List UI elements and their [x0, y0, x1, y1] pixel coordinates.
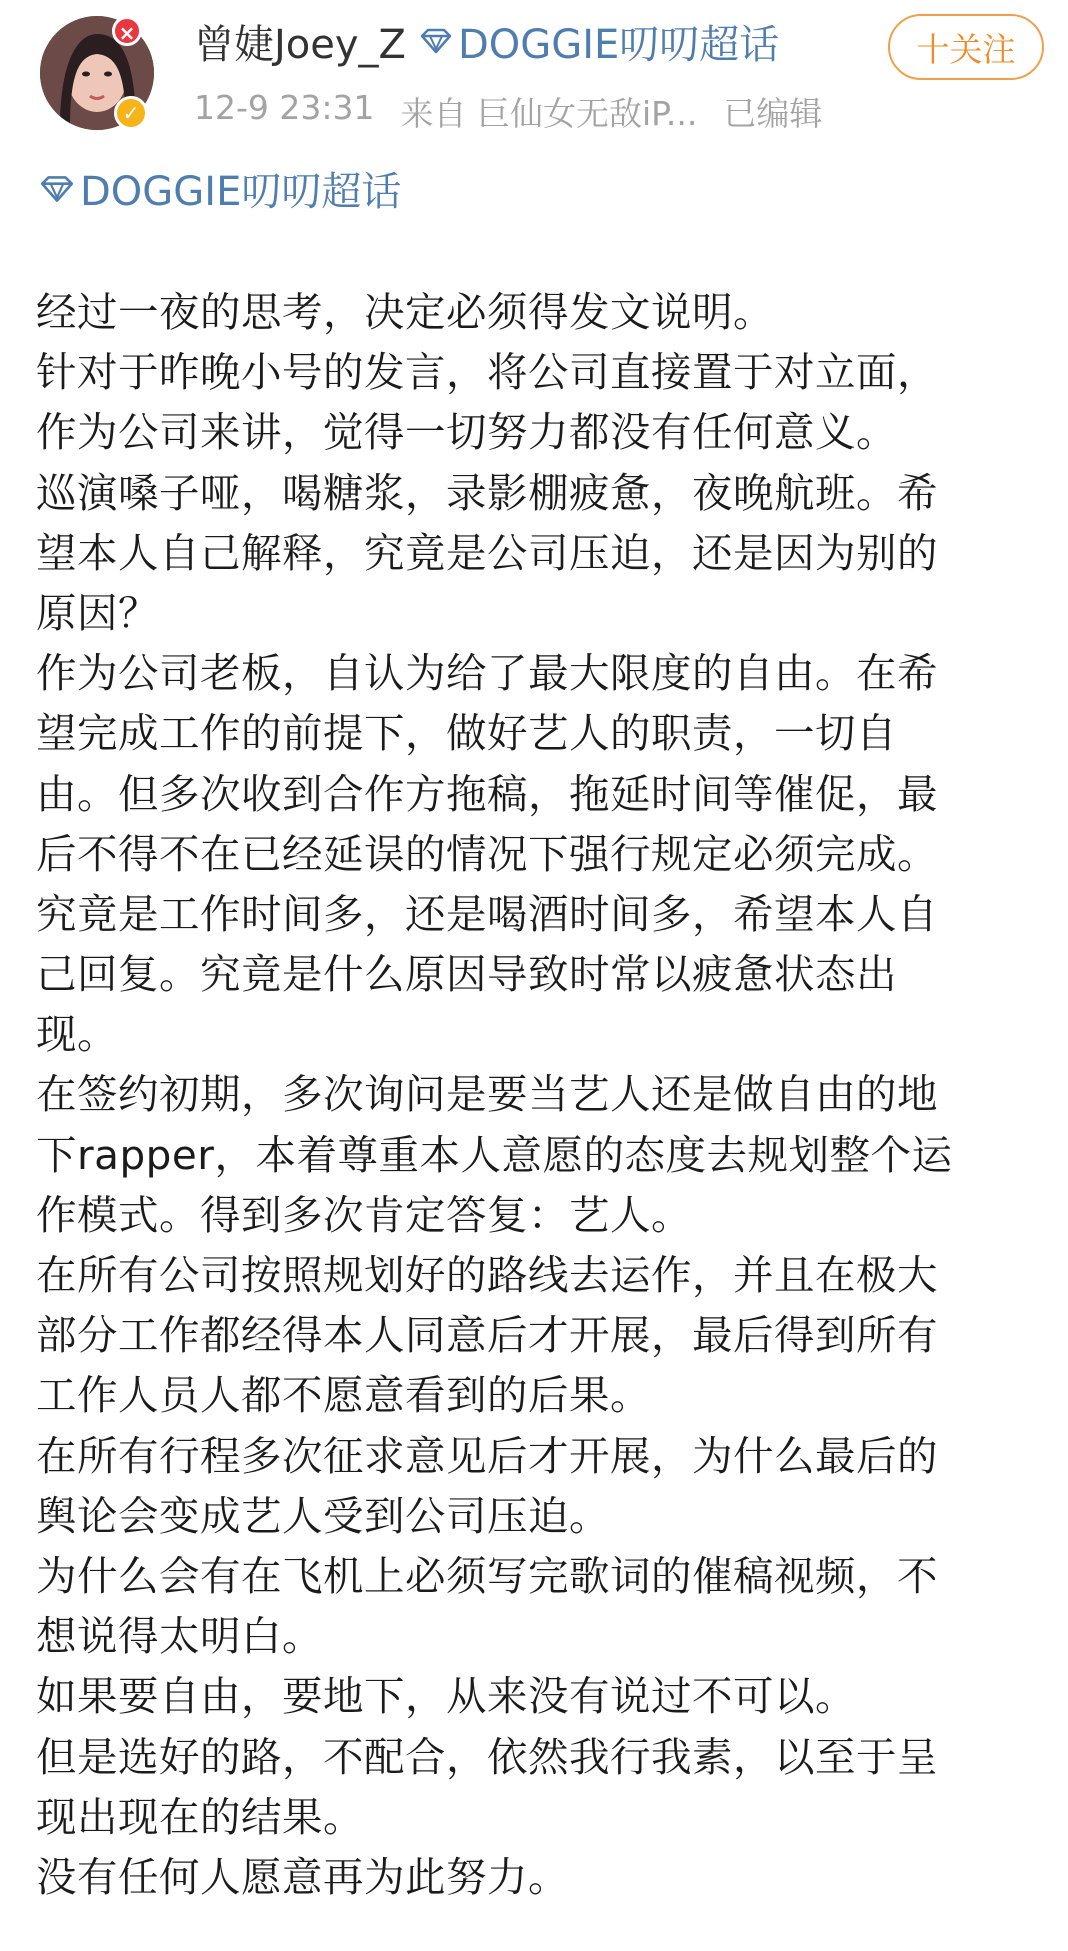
post-line: 原因？	[36, 588, 159, 637]
post-line: 作为公司来讲，觉得一切努力都没有任何意义。	[36, 408, 897, 457]
post-line: 作模式。得到多次肯定答复：艺人。	[36, 1190, 692, 1239]
post-line: 后不得不在已经延误的情况下强行规定必须完成。	[36, 829, 938, 878]
post-line: 针对于昨晚小号的发言，将公司直接置于对立面，	[36, 348, 938, 397]
topic-tag[interactable]	[38, 160, 401, 217]
post-line: 下rapper，本着尊重本人意愿的态度去规划整个运	[36, 1130, 953, 1179]
diamond-icon	[418, 27, 454, 55]
post-source: 来自 巨仙女无敌iP...	[400, 94, 698, 133]
post-line: 工作人员人都不愿意看到的后果。	[36, 1371, 651, 1420]
post-line: 在所有行程多次征求意见后才开展，为什么最后的	[36, 1431, 938, 1480]
post-line: 没有任何人愿意再为此努力。	[36, 1852, 569, 1901]
post-line: 究竟是工作时间多，还是喝酒时间多，希望本人自	[36, 889, 938, 938]
post-line: 为什么会有在飞机上必须写完歌词的催稿视频，不	[36, 1551, 938, 1600]
post-line: 现出现在的结果。	[36, 1792, 364, 1841]
post-line: 作为公司老板，自认为给了最大限度的自由。在希	[36, 649, 938, 698]
post-line: 但是选好的路，不配合，依然我行我素，以至于呈	[36, 1732, 938, 1781]
post-line: 在所有公司按照规划好的路线去运作，并且在极大	[36, 1251, 938, 1299]
verified-icon: ✓	[114, 96, 148, 130]
post-line: 经过一夜的思考，决定必须得发文说明。	[36, 288, 774, 336]
post-meta	[194, 88, 822, 135]
post-line: 在签约初期，多次询问是要当艺人还是做自由的地	[36, 1070, 938, 1119]
username[interactable]: 曾婕Joey_Z	[194, 21, 406, 68]
post-body	[36, 282, 1036, 1907]
post-line: 部分工作都经得本人同意后才开展，最后得到所有	[36, 1311, 938, 1360]
diamond-icon	[38, 174, 76, 204]
timestamp: 12-9 23:31	[194, 88, 375, 127]
post-line: 如果要自由，要地下，从来没有说过不可以。	[36, 1672, 856, 1721]
post-line: 己回复。究竟是什么原因导致时常以疲惫状态出	[36, 950, 897, 999]
edited-label[interactable]: 已编辑	[723, 94, 823, 133]
name-row	[194, 14, 779, 68]
post-line: 望完成工作的前提下，做好艺人的职责，一切自	[36, 709, 897, 758]
post-header	[0, 0, 1068, 150]
follow-button[interactable]: 十关注	[888, 14, 1044, 80]
post-line: 现。	[36, 1010, 118, 1059]
post-line: 想说得太明白。	[36, 1612, 323, 1661]
post-line: 巡演嗓子哑，喝糖浆，录影棚疲惫，夜晚航班。希	[36, 468, 938, 517]
supertopic-link[interactable]: DOGGIE叨叨超话	[457, 21, 780, 68]
topic-tag-label: DOGGIE叨叨超话	[80, 169, 402, 215]
close-icon[interactable]: ×	[112, 16, 142, 46]
post-line: 舆论会变成艺人受到公司压迫。	[36, 1491, 610, 1540]
post-line: 望本人自己解释，究竟是公司压迫，还是因为别的	[36, 528, 938, 577]
post-line: 由。但多次收到合作方拖稿，拖延时间等催促，最	[36, 769, 938, 818]
